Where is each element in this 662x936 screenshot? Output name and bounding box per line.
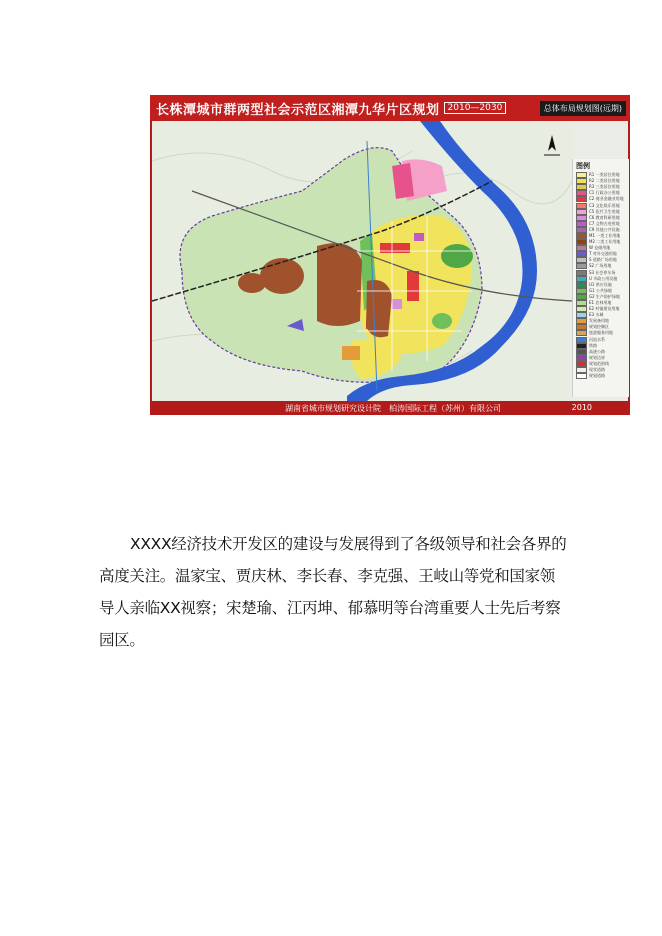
legend-swatch [576, 251, 587, 257]
legend-label: M1 一类工业用地 [589, 232, 621, 238]
legend-title: 图例 [576, 162, 590, 170]
legend-swatch [576, 294, 587, 300]
planning-map-figure [150, 95, 630, 415]
map-footer [150, 401, 630, 415]
legend-label: U1 供应设施 [589, 281, 612, 287]
legend-swatch [576, 288, 587, 294]
legend-label: G2 生产防护绿地 [589, 293, 620, 299]
legend-label: 规划范围线 [589, 360, 609, 366]
legend-label: 规划控制区 [589, 324, 609, 330]
legend-label: C1 行政办公用地 [589, 190, 620, 196]
legend-list [573, 172, 629, 379]
legend-swatch [576, 209, 587, 215]
legend-swatch [576, 203, 587, 209]
map-year: 2010 [571, 403, 592, 412]
legend-swatch [576, 270, 587, 276]
legend-swatch [576, 221, 587, 227]
legend-swatch [576, 330, 587, 336]
map-type-tag: 总体布局规划图(远期) [540, 101, 626, 116]
legend-swatch [576, 184, 587, 190]
legend-label: C7 文物古迹用地 [589, 220, 620, 226]
legend-swatch [576, 318, 587, 324]
legend-swatch [576, 373, 587, 379]
legend-label: 发展备用地 [589, 318, 609, 324]
legend-swatch [576, 233, 587, 239]
map-legend [572, 159, 629, 397]
legend-label: 河流水系 [589, 336, 605, 342]
legend-label: T 对外交通用地 [589, 251, 617, 257]
legend-label: M2 二类工业用地 [589, 239, 621, 245]
legend-label: C3 文化娱乐用地 [589, 202, 620, 208]
legend-label: 规划边界 [589, 354, 605, 360]
map-credit: 湖南省城市规划研究设计院 柏涛国际工程（苏州）有限公司 [285, 404, 501, 413]
legend-label: E2 村镇建设用地 [589, 306, 620, 312]
legend-swatch [576, 300, 587, 306]
land-use-map [152, 121, 572, 401]
legend-label: S 道路广场用地 [589, 257, 617, 263]
legend-swatch [576, 312, 587, 318]
legend-label: C9 其他公共设施 [589, 226, 620, 232]
legend-label: 规划道路 [589, 373, 605, 379]
legend-label: 高速公路 [589, 348, 605, 354]
legend-swatch [576, 257, 587, 263]
legend-swatch [576, 355, 587, 361]
legend-swatch [576, 245, 587, 251]
legend-swatch [576, 172, 587, 178]
legend-swatch [576, 361, 587, 367]
legend-label: C2 商业金融业用地 [589, 196, 624, 202]
legend-label: 铁路 [589, 342, 597, 348]
legend-swatch [576, 367, 587, 373]
legend-item [573, 373, 629, 379]
legend-label: R3 三类居住用地 [589, 184, 620, 190]
legend-swatch [576, 324, 587, 330]
map-canvas [152, 121, 628, 401]
legend-swatch [576, 276, 587, 282]
legend-swatch [576, 196, 587, 202]
legend-swatch [576, 343, 587, 349]
legend-label: R1 一类居住用地 [589, 172, 620, 178]
legend-label: S2 广场用地 [589, 263, 612, 269]
legend-swatch [576, 306, 587, 312]
legend-label: E3 水域 [589, 312, 604, 318]
legend-swatch [576, 337, 587, 343]
legend-label: S3 社会停车场 [589, 269, 616, 275]
legend-label: W 仓储用地 [589, 245, 611, 251]
legend-swatch [576, 282, 587, 288]
legend-label: R2 二类居住用地 [589, 178, 620, 184]
legend-label: U 市政公用设施 [589, 275, 618, 281]
legend-label: E1 农林用地 [589, 300, 612, 306]
legend-label: G1 公共绿地 [589, 287, 612, 293]
body-paragraph: XXXX经济技术开发区的建设与发展得到了各级领导和社会各界的高度关注。温家宝、贾庆林、李长春、李克强、王岐山等党和国家领导人亲临XX视察；宋楚瑜、江丙坤、郁慕明等台湾重要人士先后考察园区。 [99, 535, 567, 649]
map-period: 2010—2030 [444, 102, 507, 114]
map-title: 长株潭城市群两型社会示范区湘潭九华片区规划 [156, 102, 440, 118]
legend-swatch [576, 239, 587, 245]
map-title-banner [150, 95, 630, 121]
legend-label: 旅游服务用地 [589, 330, 613, 336]
legend-swatch [576, 227, 587, 233]
legend-label: C6 教育科研用地 [589, 214, 620, 220]
legend-label: 现状道路 [589, 367, 605, 373]
legend-swatch [576, 215, 587, 221]
legend-swatch [576, 349, 587, 355]
legend-label: C5 医疗卫生用地 [589, 208, 620, 214]
legend-swatch [576, 190, 587, 196]
legend-swatch [576, 178, 587, 184]
legend-swatch [576, 263, 587, 269]
